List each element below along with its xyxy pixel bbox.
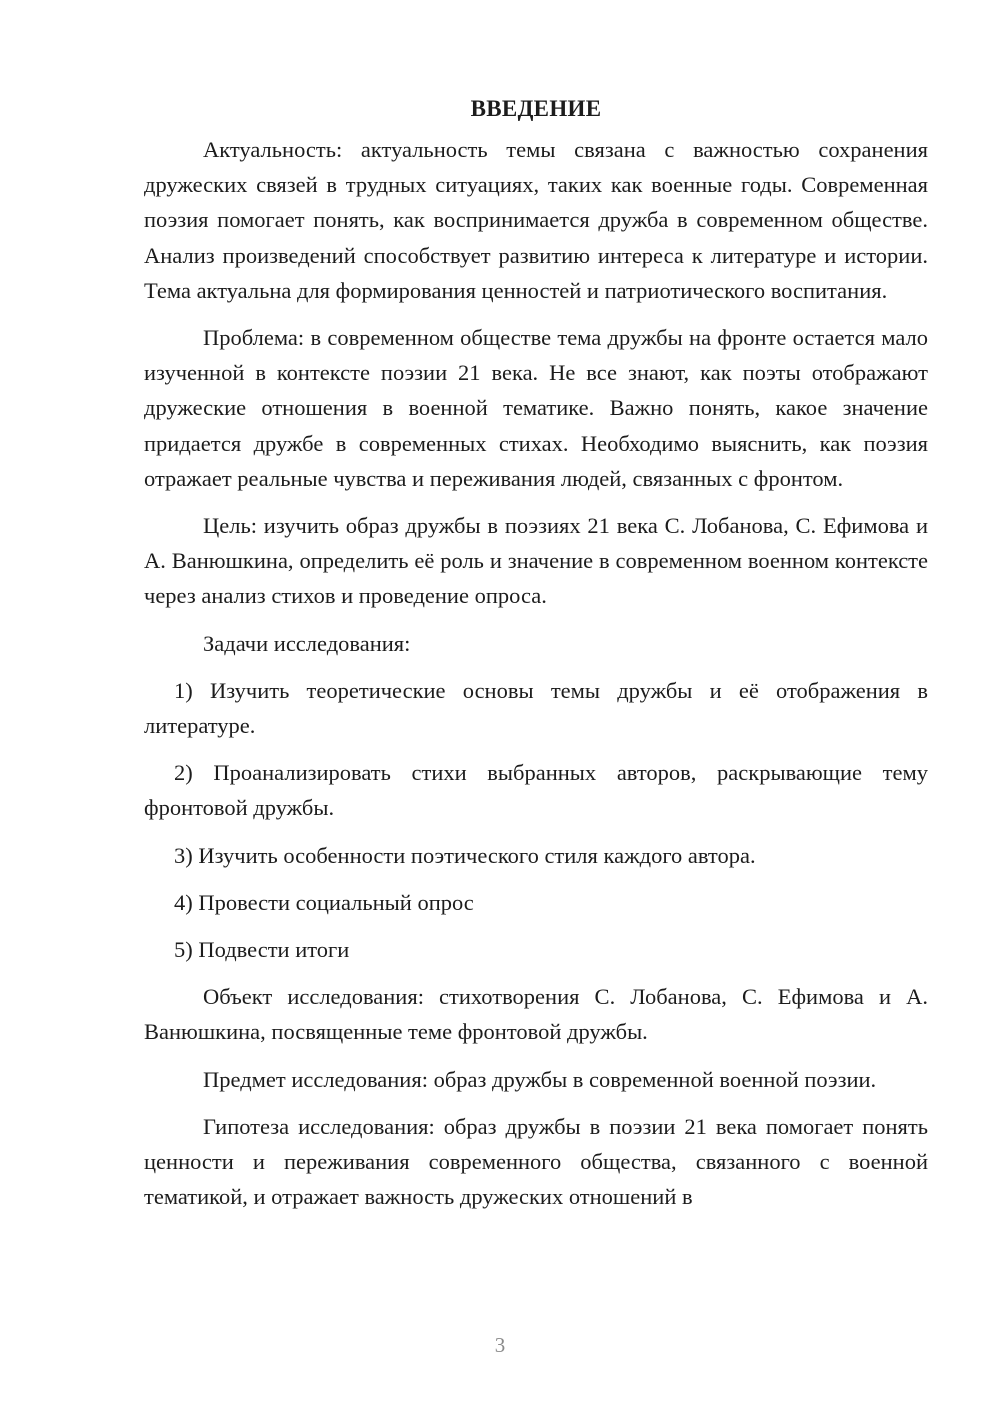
section-title: ВВЕДЕНИЕ — [470, 96, 602, 121]
document-page — [144, 92, 928, 1214]
task-item-1: 1) Изучить теоретические основы темы дружбы и её отображения в литературе. — [144, 677, 928, 739]
task-item-5: 5) Подвести итоги — [174, 937, 350, 963]
relevance-paragraph: Актуальность: актуальность темы связана с важностью сохранения дружеских связей в трудных ситуациях, таких как военные годы. Современная поэзия помогает понять, как воспринимается дружба в современном обществе. Анализ произведений способствует развитию интереса к литературе и истории. Тема актуальна для формирования ценностей и патриотического воспитания. — [144, 137, 928, 303]
object-paragraph: Объект исследования: стихотворения С. Лобанова, С. Ефимова и А. Ванюшкина, посвященные теме фронтовой дружбы. — [144, 984, 928, 1045]
task-item-4: 4) Провести социальный опрос — [174, 889, 474, 915]
tasks-heading: Задачи исследования: — [203, 630, 411, 656]
subject-paragraph: Предмет исследования: образ дружбы в современной военной поэзии. — [203, 1066, 877, 1092]
problem-paragraph: Проблема: в современном обществе тема дружбы на фронте остается мало изученной в контексте поэзии 21 века. Не все знают, как поэты отображают дружеские отношения в военной тематике. Важно понять, какое значение придается дружбе в современных стихах. Необходимо выяснить, как поэзия отражает реальные чувства и переживания людей, связанных с фронтом. — [144, 325, 928, 491]
page-number: 3 — [494, 1333, 506, 1357]
goal-paragraph: Цель: изучить образ дружбы в поэзиях 21 века С. Лобанова, С. Ефимова и А. Ванюшкина, определить её роль и значение в современном военном контексте через анализ стихов и проведение опроса. — [144, 513, 928, 609]
task-item-3: 3) Изучить особенности поэтического стиля каждого автора. — [174, 842, 756, 868]
hypothesis-paragraph: Гипотеза исследования: образ дружбы в поэзии 21 века помогает понять ценности и переживания современного общества, связанного с военной тематикой, и отражает важность дружеских отношений в — [144, 1113, 928, 1210]
task-item-2: 2) Проанализировать стихи выбранных авторов, раскрывающие тему фронтовой дружбы. — [144, 760, 928, 821]
